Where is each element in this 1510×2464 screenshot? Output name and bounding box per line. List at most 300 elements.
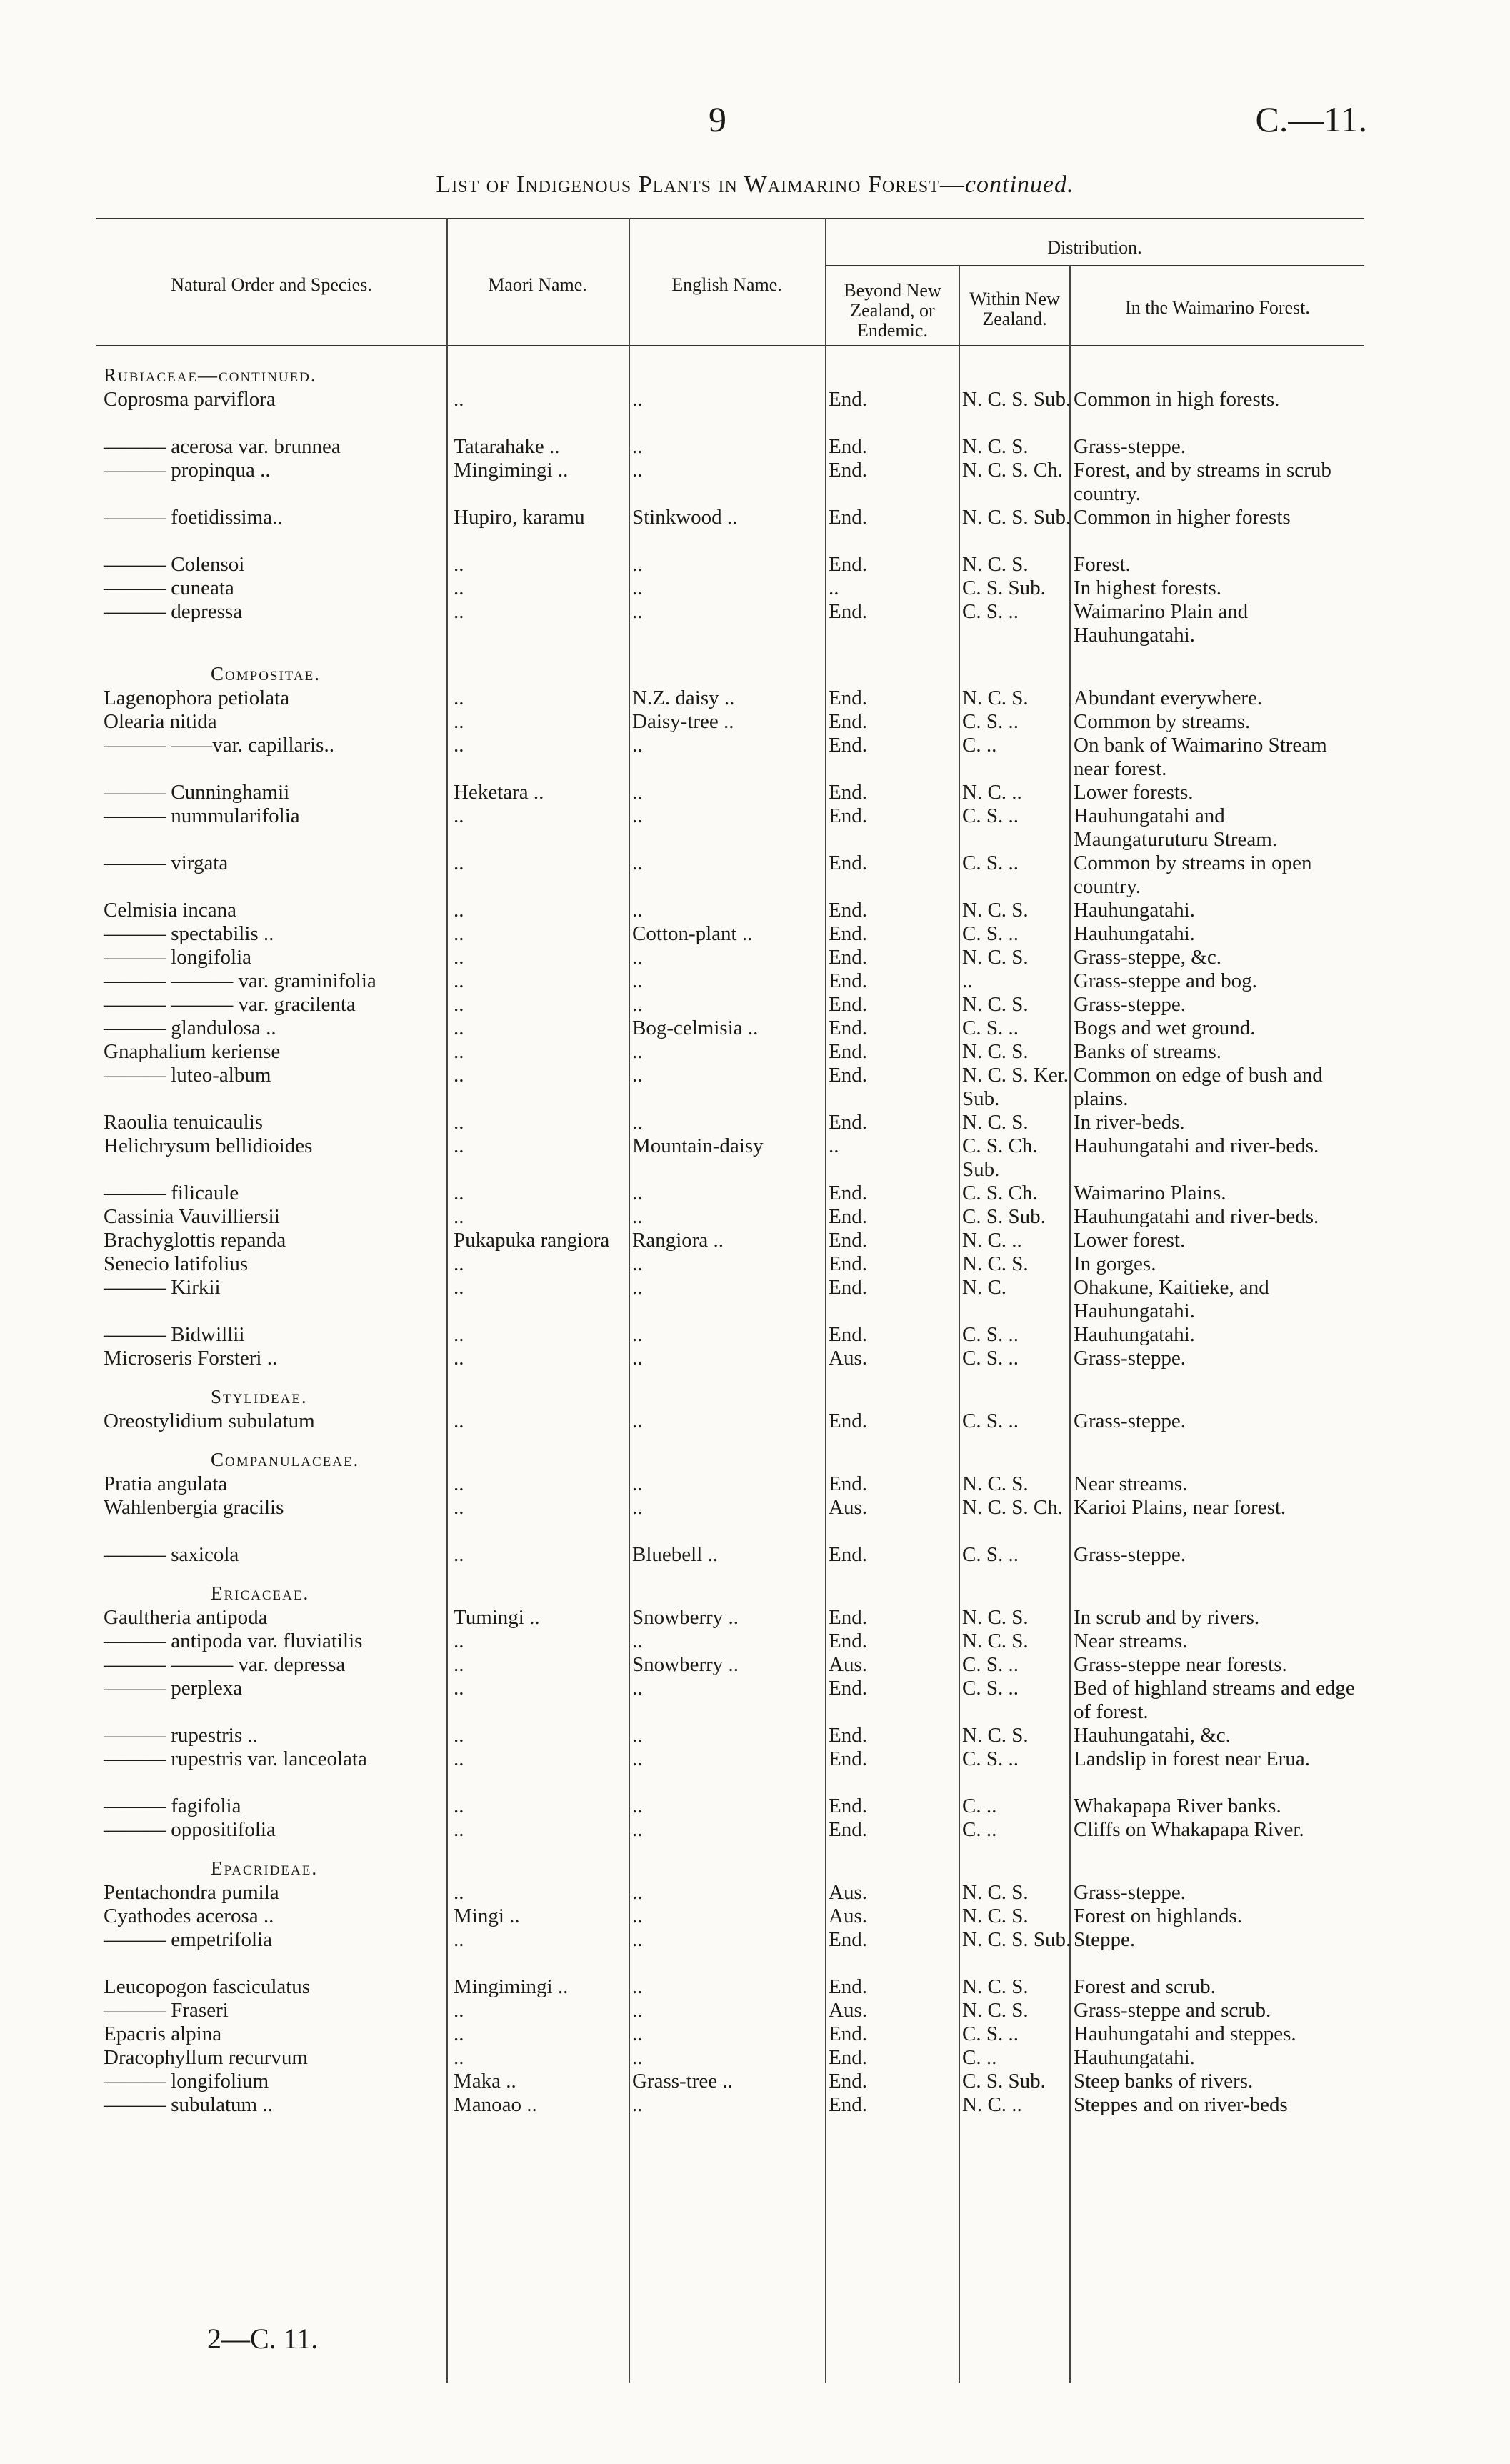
- species-name: ——— longifolium: [104, 2070, 269, 2093]
- in-forest: Hauhungatahi.: [1074, 899, 1195, 922]
- within-nz: C. S. ..: [962, 922, 1019, 945]
- english-name: ..: [632, 388, 643, 411]
- english-name: ..: [632, 1724, 643, 1747]
- maori-name: ..: [454, 1653, 464, 1676]
- within-nz: N. C. S.: [962, 1630, 1029, 1652]
- in-forest: Forest.: [1074, 553, 1131, 576]
- beyond-nz: End.: [829, 2022, 867, 2045]
- in-forest: Whakapapa River banks.: [1074, 1795, 1281, 1817]
- maori-name: Maka ..: [454, 2070, 516, 2093]
- maori-name: Mingimingi ..: [454, 459, 569, 482]
- within-nz: N. C. S.: [962, 687, 1029, 709]
- beyond-nz: End.: [829, 1111, 867, 1134]
- species-name: ——— ——— var. gracilenta: [104, 993, 356, 1016]
- species-name: ——— glandulosa ..: [104, 1017, 276, 1039]
- in-forest: Bogs and wet ground.: [1074, 1017, 1256, 1039]
- maori-name: ..: [454, 687, 464, 709]
- within-nz: N. C. S.: [962, 899, 1029, 922]
- within-nz: C. S. Ch. Sub.: [962, 1134, 1038, 1181]
- in-forest: Lower forest.: [1074, 1229, 1186, 1252]
- in-forest: Grass-steppe.: [1074, 1543, 1186, 1566]
- species-name: ——— ——— var. graminifolia: [104, 969, 376, 992]
- english-name: ..: [632, 2093, 643, 2116]
- within-nz: ..: [962, 969, 973, 992]
- within-nz: C. S. ..: [962, 1653, 1019, 1676]
- maori-name: ..: [454, 1040, 464, 1063]
- english-name: Bog-celmisia ..: [632, 1017, 759, 1039]
- in-forest: Hauhungatahi and river-beds.: [1074, 1134, 1319, 1157]
- maori-name: ..: [454, 1818, 464, 1841]
- title-continued: continued.: [964, 171, 1074, 198]
- english-name: ..: [632, 1999, 643, 2022]
- beyond-nz: End.: [829, 1606, 867, 1629]
- maori-name: ..: [454, 1747, 464, 1770]
- beyond-nz: End.: [829, 1630, 867, 1652]
- english-name: ..: [632, 946, 643, 969]
- species-name: Wahlenbergia gracilis: [104, 1496, 284, 1519]
- in-forest: Grass-steppe, &c.: [1074, 946, 1221, 969]
- in-forest: Hauhungatahi and river-beds.: [1074, 1205, 1319, 1228]
- in-forest: Near streams.: [1074, 1472, 1188, 1495]
- family-heading: Epacrideae.: [211, 1857, 319, 1879]
- species-name: ——— Fraseri: [104, 1999, 229, 2022]
- in-forest: Grass-steppe and bog.: [1074, 969, 1257, 992]
- title-main: List of Indigenous Plants in Waimarino Forest—: [436, 171, 965, 198]
- in-forest: Near streams.: [1074, 1630, 1188, 1652]
- within-nz: N. C. ..: [962, 1229, 1022, 1252]
- within-nz: C. S. ..: [962, 1017, 1019, 1039]
- species-name: ——— Kirkii: [104, 1276, 221, 1299]
- english-name: ..: [632, 1276, 643, 1299]
- species-name: Cassinia Vauvilliersii: [104, 1205, 280, 1228]
- beyond-nz: End.: [829, 993, 867, 1016]
- maori-name: Hupiro, karamu: [454, 506, 585, 529]
- beyond-nz: End.: [829, 1182, 867, 1204]
- species-name: ——— fagifolia: [104, 1795, 241, 1817]
- maori-name: ..: [454, 577, 464, 599]
- table-top-rule: [96, 218, 1364, 219]
- col-divider-3: [825, 218, 826, 2383]
- species-name: Lagenophora petiolata: [104, 687, 290, 709]
- in-forest: Grass-steppe.: [1074, 1410, 1186, 1432]
- maori-name: ..: [454, 1134, 464, 1157]
- english-name: ..: [632, 1881, 643, 1904]
- beyond-nz: End.: [829, 899, 867, 922]
- beyond-nz: End.: [829, 852, 867, 874]
- within-nz: C. ..: [962, 2046, 997, 2069]
- beyond-nz: End.: [829, 388, 867, 411]
- beyond-nz: End.: [829, 1064, 867, 1087]
- english-name: ..: [632, 1347, 643, 1370]
- within-nz: C. S. ..: [962, 600, 1019, 623]
- in-forest: In river-beds.: [1074, 1111, 1185, 1134]
- species-name: Pentachondra pumila: [104, 1881, 279, 1904]
- english-name: Snowberry ..: [632, 1606, 739, 1629]
- beyond-nz: End.: [829, 2046, 867, 2069]
- species-name: ——— spectabilis ..: [104, 922, 274, 945]
- species-name: ——— ——— var. depressa: [104, 1653, 346, 1676]
- beyond-nz: End.: [829, 1229, 867, 1252]
- beyond-nz: End.: [829, 1323, 867, 1346]
- beyond-nz: Aus.: [829, 1653, 867, 1676]
- within-nz: N. C. S. Ch.: [962, 1496, 1064, 1519]
- in-forest: Hauhungatahi.: [1074, 1323, 1195, 1346]
- maori-name: ..: [454, 1677, 464, 1700]
- beyond-nz: End.: [829, 804, 867, 827]
- beyond-nz: Aus.: [829, 1905, 867, 1927]
- header-distribution: Distribution.: [1047, 237, 1142, 258]
- maori-name: ..: [454, 852, 464, 874]
- family-heading: Compositae.: [211, 663, 321, 684]
- english-name: ..: [632, 734, 643, 757]
- beyond-nz: End.: [829, 969, 867, 992]
- species-name: Dracophyllum recurvum: [104, 2046, 308, 2069]
- species-name: Celmisia incana: [104, 899, 237, 922]
- distribution-rule: [826, 265, 1364, 266]
- maori-name: ..: [454, 1496, 464, 1519]
- english-name: ..: [632, 1111, 643, 1134]
- beyond-nz: End.: [829, 459, 867, 482]
- family-heading: Companulaceae.: [211, 1449, 360, 1470]
- in-forest: Waimarino Plain and Hauhungatahi.: [1074, 600, 1249, 647]
- english-name: ..: [632, 1928, 643, 1951]
- species-name: Olearia nitida: [104, 710, 217, 733]
- within-nz: C. ..: [962, 1818, 997, 1841]
- english-name: ..: [632, 1975, 643, 1998]
- header-beyond: Beyond New Zealand, or Endemic.: [844, 280, 941, 341]
- beyond-nz: End.: [829, 2070, 867, 2093]
- within-nz: C. S. ..: [962, 1347, 1019, 1370]
- species-name: ——— nummularifolia: [104, 804, 300, 827]
- within-nz: C. S. ..: [962, 1747, 1019, 1770]
- maori-name: ..: [454, 1252, 464, 1275]
- english-name: ..: [632, 1252, 643, 1275]
- beyond-nz: Aus.: [829, 1347, 867, 1370]
- english-name: Cotton-plant ..: [632, 922, 753, 945]
- within-nz: N. C. S.: [962, 1975, 1029, 1998]
- page-number: 9: [709, 99, 726, 139]
- col-divider-1: [446, 218, 448, 2383]
- within-nz: N. C. S.: [962, 553, 1029, 576]
- page-title: [0, 171, 1510, 199]
- in-forest: Landslip in forest near Erua.: [1074, 1747, 1310, 1770]
- in-forest: Forest on highlands.: [1074, 1905, 1243, 1927]
- maori-name: ..: [454, 993, 464, 1016]
- beyond-nz: End.: [829, 710, 867, 733]
- english-name: ..: [632, 1323, 643, 1346]
- species-name: Gaultheria antipoda: [104, 1606, 268, 1629]
- maori-name: ..: [454, 1017, 464, 1039]
- header-maori-name: Maori Name.: [488, 274, 587, 295]
- in-forest: Hauhungatahi and Maungaturuturu Stream.: [1074, 804, 1278, 851]
- col-divider-2: [629, 218, 630, 2383]
- within-nz: N. C. S.: [962, 1999, 1029, 2022]
- header-within: Within New Zealand.: [969, 289, 1060, 329]
- in-forest: Abundant everywhere.: [1074, 687, 1263, 709]
- species-name: ——— Colensoi: [104, 553, 245, 576]
- within-nz: N. C. S.: [962, 1724, 1029, 1747]
- within-nz: N. C. S. Sub.: [962, 1928, 1071, 1951]
- beyond-nz: End.: [829, 1818, 867, 1841]
- species-name: Epacris alpina: [104, 2022, 222, 2045]
- maori-name: Mingi ..: [454, 1905, 520, 1927]
- english-name: Stinkwood ..: [632, 506, 738, 529]
- within-nz: N. C. S.: [962, 1606, 1029, 1629]
- within-nz: C. S. Ch.: [962, 1182, 1038, 1204]
- species-name: ——— rupestris ..: [104, 1724, 258, 1747]
- species-name: ——— virgata: [104, 852, 229, 874]
- maori-name: ..: [454, 1928, 464, 1951]
- maori-name: ..: [454, 1410, 464, 1432]
- species-name: Oreostylidium subulatum: [104, 1410, 315, 1432]
- species-name: ——— rupestris var. lanceolata: [104, 1747, 367, 1770]
- beyond-nz: ..: [829, 577, 839, 599]
- english-name: ..: [632, 2022, 643, 2045]
- within-nz: N. C. S. Ker. Sub.: [962, 1064, 1069, 1110]
- header-bottom-rule: [96, 345, 1364, 346]
- in-forest: Steppe.: [1074, 1928, 1136, 1951]
- english-name: ..: [632, 1677, 643, 1700]
- within-nz: N. C. S.: [962, 1111, 1029, 1134]
- maori-name: ..: [454, 2022, 464, 2045]
- beyond-nz: End.: [829, 946, 867, 969]
- species-name: ——— subulatum ..: [104, 2093, 273, 2116]
- in-forest: Grass-steppe and scrub.: [1074, 1999, 1271, 2022]
- in-forest: Common in higher forests: [1074, 506, 1291, 529]
- english-name: Mountain-daisy: [632, 1134, 764, 1157]
- beyond-nz: Aus.: [829, 1999, 867, 2022]
- beyond-nz: End.: [829, 687, 867, 709]
- english-name: Grass-tree ..: [632, 2070, 733, 2093]
- species-name: ——— acerosa var. brunnea: [104, 435, 341, 458]
- english-name: ..: [632, 1496, 643, 1519]
- in-forest: Ohakune, Kaitieke, and Hauhungatahi.: [1074, 1276, 1269, 1322]
- species-name: ——— foetidissima..: [104, 506, 283, 529]
- maori-name: ..: [454, 600, 464, 623]
- within-nz: C. S. ..: [962, 852, 1019, 874]
- maori-name: ..: [454, 710, 464, 733]
- english-name: ..: [632, 600, 643, 623]
- beyond-nz: End.: [829, 781, 867, 804]
- within-nz: C. S. ..: [962, 1323, 1019, 1346]
- beyond-nz: End.: [829, 2093, 867, 2116]
- within-nz: C. S. ..: [962, 1410, 1019, 1432]
- within-nz: C. ..: [962, 1795, 997, 1817]
- beyond-nz: End.: [829, 1928, 867, 1951]
- species-name: ——— Bidwillii: [104, 1323, 245, 1346]
- document-reference: C.—11.: [1255, 99, 1367, 139]
- in-forest: Grass-steppe.: [1074, 1881, 1186, 1904]
- in-forest: Hauhungatahi.: [1074, 922, 1195, 945]
- page-footer: 2—C. 11.: [207, 2323, 319, 2355]
- beyond-nz: End.: [829, 1276, 867, 1299]
- within-nz: N. C.: [962, 1276, 1007, 1299]
- family-heading: Rubiaceae—continued.: [104, 364, 317, 386]
- english-name: N.Z. daisy ..: [632, 687, 735, 709]
- english-name: Rangiora ..: [632, 1229, 724, 1252]
- maori-name: ..: [454, 1205, 464, 1228]
- in-forest: Cliffs on Whakapapa River.: [1074, 1818, 1304, 1841]
- beyond-nz: End.: [829, 1252, 867, 1275]
- species-name: Helichrysum bellidioides: [104, 1134, 313, 1157]
- species-name: Microseris Forsteri ..: [104, 1347, 278, 1370]
- english-name: ..: [632, 852, 643, 874]
- beyond-nz: End.: [829, 1724, 867, 1747]
- maori-name: Tumingi ..: [454, 1606, 540, 1629]
- in-forest: On bank of Waimarino Stream near forest.: [1074, 734, 1327, 780]
- within-nz: C. ..: [962, 734, 997, 757]
- header-english-name: English Name.: [671, 274, 782, 295]
- in-forest: Banks of streams.: [1074, 1040, 1221, 1063]
- maori-name: Manoao ..: [454, 2093, 537, 2116]
- english-name: ..: [632, 1064, 643, 1087]
- within-nz: N. C. ..: [962, 2093, 1022, 2116]
- english-name: ..: [632, 1205, 643, 1228]
- in-forest: Grass-steppe.: [1074, 435, 1186, 458]
- in-forest: Common in high forests.: [1074, 388, 1280, 411]
- species-name: ——— ——var. capillaris..: [104, 734, 334, 757]
- beyond-nz: End.: [829, 435, 867, 458]
- within-nz: N. C. ..: [962, 781, 1022, 804]
- header-natural-order: Natural Order and Species.: [171, 274, 372, 295]
- english-name: ..: [632, 993, 643, 1016]
- within-nz: N. C. S. Ch.: [962, 459, 1064, 482]
- within-nz: C. S. Sub.: [962, 2070, 1046, 2093]
- species-name: Pratia angulata: [104, 1472, 228, 1495]
- in-forest: Lower forests.: [1074, 781, 1194, 804]
- species-name: ——— filicaule: [104, 1182, 239, 1204]
- in-forest: Grass-steppe near forests.: [1074, 1653, 1287, 1676]
- species-name: ——— oppositifolia: [104, 1818, 276, 1841]
- within-nz: N. C. S.: [962, 946, 1029, 969]
- species-name: ——— saxicola: [104, 1543, 239, 1566]
- english-name: ..: [632, 459, 643, 482]
- within-nz: N. C. S. Sub.: [962, 388, 1071, 411]
- in-forest: Hauhungatahi, &c.: [1074, 1724, 1231, 1747]
- maori-name: ..: [454, 1795, 464, 1817]
- beyond-nz: End.: [829, 1205, 867, 1228]
- beyond-nz: ..: [829, 1134, 839, 1157]
- within-nz: N. C. S.: [962, 1905, 1029, 1927]
- species-name: ——— luteo-album: [104, 1064, 271, 1087]
- within-nz: N. C. S.: [962, 1472, 1029, 1495]
- maori-name: ..: [454, 2046, 464, 2069]
- beyond-nz: End.: [829, 1543, 867, 1566]
- maori-name: ..: [454, 1276, 464, 1299]
- within-nz: C. S. ..: [962, 2022, 1019, 2045]
- species-name: ——— depressa: [104, 600, 243, 623]
- english-name: ..: [632, 1795, 643, 1817]
- within-nz: N. C. S. Sub.: [962, 506, 1071, 529]
- english-name: ..: [632, 781, 643, 804]
- english-name: Snowberry ..: [632, 1653, 739, 1676]
- in-forest: Forest and scrub.: [1074, 1975, 1216, 1998]
- within-nz: C. S. ..: [962, 1543, 1019, 1566]
- beyond-nz: End.: [829, 734, 867, 757]
- within-nz: N. C. S.: [962, 435, 1029, 458]
- beyond-nz: End.: [829, 1677, 867, 1700]
- english-name: ..: [632, 804, 643, 827]
- within-nz: C. S. ..: [962, 710, 1019, 733]
- species-name: ——— cuneata: [104, 577, 234, 599]
- in-forest: Steep banks of rivers.: [1074, 2070, 1254, 2093]
- beyond-nz: End.: [829, 506, 867, 529]
- species-name: ——— propinqua ..: [104, 459, 271, 482]
- english-name: ..: [632, 1040, 643, 1063]
- beyond-nz: End.: [829, 1040, 867, 1063]
- in-forest: Common on edge of bush and plains.: [1074, 1064, 1323, 1110]
- maori-name: ..: [454, 969, 464, 992]
- species-name: Leucopogon fasciculatus: [104, 1975, 311, 1998]
- maori-name: Pukapuka rangiora: [454, 1229, 610, 1252]
- in-forest: Steppes and on river-beds: [1074, 2093, 1288, 2116]
- maori-name: Tatarahake ..: [454, 435, 560, 458]
- col-divider-4: [959, 265, 960, 2383]
- in-forest: Waimarino Plains.: [1074, 1182, 1226, 1204]
- within-nz: C. S. ..: [962, 804, 1019, 827]
- maori-name: ..: [454, 1543, 464, 1566]
- english-name: ..: [632, 1410, 643, 1432]
- maori-name: Heketara ..: [454, 781, 544, 804]
- species-name: ——— longifolia: [104, 946, 252, 969]
- maori-name: ..: [454, 1064, 464, 1087]
- english-name: ..: [632, 553, 643, 576]
- maori-name: ..: [454, 1472, 464, 1495]
- species-name: Gnaphalium keriense: [104, 1040, 281, 1063]
- species-name: ——— perplexa: [104, 1677, 243, 1700]
- beyond-nz: End.: [829, 600, 867, 623]
- within-nz: C. S. Sub.: [962, 577, 1046, 599]
- in-forest: In highest forests.: [1074, 577, 1221, 599]
- beyond-nz: End.: [829, 1975, 867, 1998]
- english-name: ..: [632, 899, 643, 922]
- family-heading: Ericaceae.: [211, 1582, 310, 1604]
- maori-name: ..: [454, 804, 464, 827]
- within-nz: N. C. S.: [962, 993, 1029, 1016]
- within-nz: C. S. ..: [962, 1677, 1019, 1700]
- beyond-nz: End.: [829, 1795, 867, 1817]
- maori-name: ..: [454, 1881, 464, 1904]
- within-nz: C. S. Sub.: [962, 1205, 1046, 1228]
- species-name: Raoulia tenuicaulis: [104, 1111, 264, 1134]
- within-nz: N. C. S.: [962, 1252, 1029, 1275]
- english-name: ..: [632, 577, 643, 599]
- english-name: ..: [632, 2046, 643, 2069]
- maori-name: Mingimingi ..: [454, 1975, 569, 1998]
- english-name: ..: [632, 1747, 643, 1770]
- species-name: Brachyglottis repanda: [104, 1229, 286, 1252]
- maori-name: ..: [454, 1630, 464, 1652]
- beyond-nz: Aus.: [829, 1496, 867, 1519]
- beyond-nz: End.: [829, 1747, 867, 1770]
- english-name: ..: [632, 969, 643, 992]
- maori-name: ..: [454, 946, 464, 969]
- in-forest: In scrub and by rivers.: [1074, 1606, 1260, 1629]
- in-forest: In gorges.: [1074, 1252, 1156, 1275]
- english-name: Daisy-tree ..: [632, 710, 734, 733]
- species-name: ——— Cunninghamii: [104, 781, 290, 804]
- maori-name: ..: [454, 388, 464, 411]
- english-name: Bluebell ..: [632, 1543, 719, 1566]
- english-name: ..: [632, 1182, 643, 1204]
- beyond-nz: Aus.: [829, 1881, 867, 1904]
- beyond-nz: End.: [829, 1017, 867, 1039]
- species-name: ——— antipoda var. fluviatilis: [104, 1630, 363, 1652]
- maori-name: ..: [454, 734, 464, 757]
- maori-name: ..: [454, 1347, 464, 1370]
- in-forest: Karioi Plains, near forest.: [1074, 1496, 1286, 1519]
- maori-name: ..: [454, 1111, 464, 1134]
